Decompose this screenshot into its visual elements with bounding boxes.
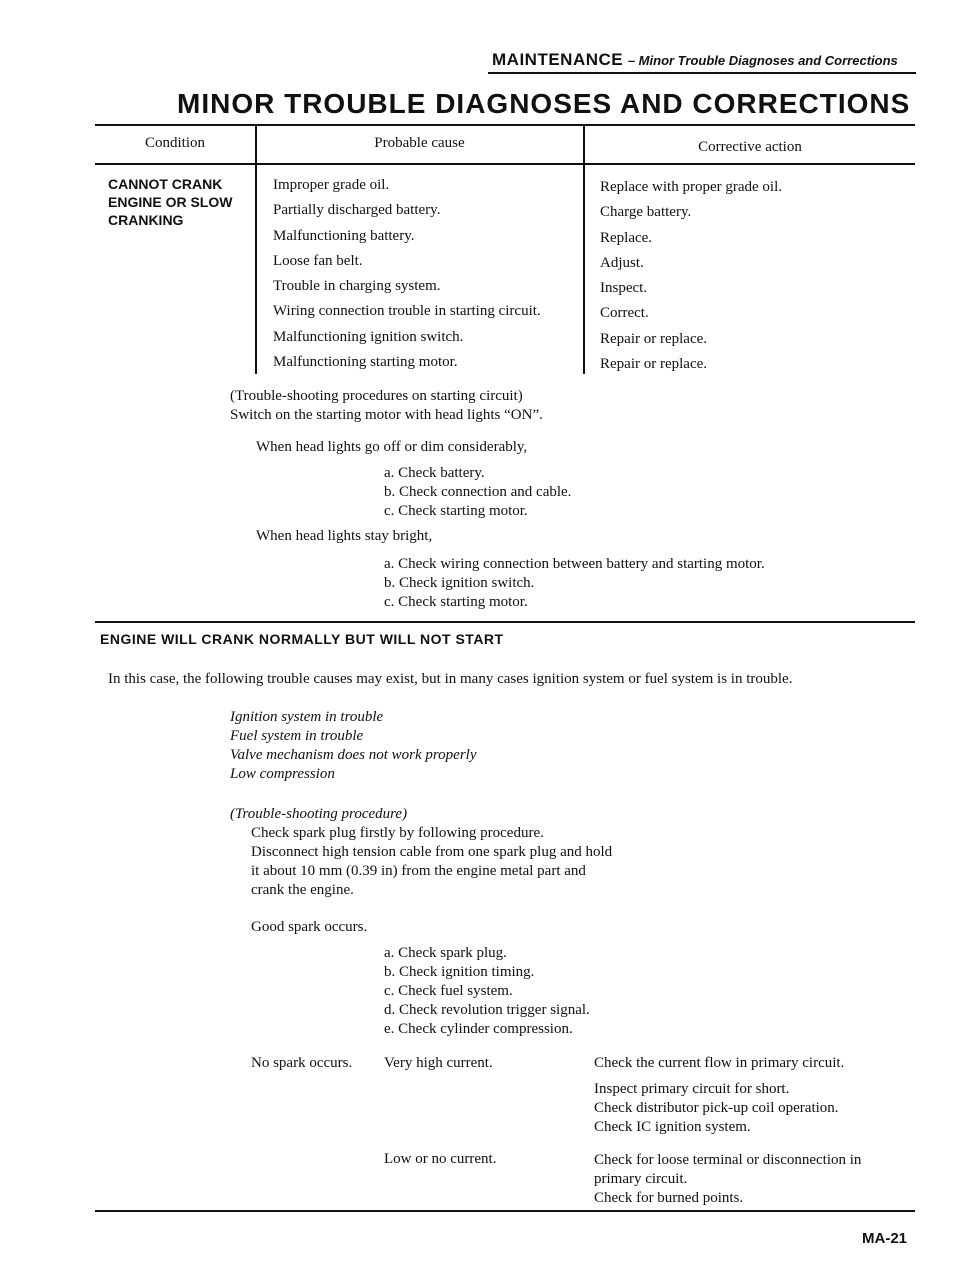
list-item: e. Check cylinder compression. <box>384 1021 573 1037</box>
list-item: primary circuit. <box>594 1171 688 1187</box>
list-item: c. Check starting motor. <box>384 503 528 519</box>
condition-line: ENGINE OR SLOW <box>108 194 233 210</box>
list-item: c. Check fuel system. <box>384 983 513 999</box>
procedure-title: (Trouble-shooting procedure) <box>230 806 408 822</box>
list-item: Check distributor pick-up coil operation. <box>594 1100 839 1116</box>
column-header-condition: Condition <box>144 135 205 151</box>
starting-intro-line: Switch on the starting motor with head lights “ON”. <box>230 407 543 423</box>
header-rule <box>488 72 916 74</box>
list-item: Trouble in charging system. <box>273 278 441 295</box>
list-item: Correct. <box>600 305 649 322</box>
section-heading: ENGINE WILL CRANK NORMALLY BUT WILL NOT START <box>100 631 504 647</box>
condition-line: CANNOT CRANK <box>108 176 223 192</box>
page-title: MINOR TROUBLE DIAGNOSES AND CORRECTIONS <box>177 88 911 119</box>
dim-lights-label: When head lights go off or dim considerably, <box>256 439 528 455</box>
list-item: a. Check spark plug. <box>384 945 507 961</box>
very-high-current-label: Very high current. <box>384 1055 493 1071</box>
starting-intro <box>230 387 543 425</box>
section-rule <box>95 621 915 623</box>
trouble-cause-list <box>230 708 476 784</box>
column-header-corrective-action: Corrective action <box>698 139 802 155</box>
list-item: Wiring connection trouble in starting circuit. <box>273 303 541 320</box>
list-item: Charge battery. <box>600 204 692 221</box>
low-current-actions <box>594 1151 861 1208</box>
good-spark-label: Good spark occurs. <box>251 919 368 935</box>
list-item: Low compression <box>230 766 335 782</box>
condition-line: CRANKING <box>108 212 184 228</box>
list-item: Fuel system in trouble <box>230 728 364 744</box>
list-item: Ignition system in trouble <box>230 709 384 725</box>
procedure-line: crank the engine. <box>251 882 354 898</box>
table-top-rule <box>95 124 915 126</box>
list-item: Check for burned points. <box>594 1190 744 1206</box>
list-item: Improper grade oil. <box>273 177 390 193</box>
header-section: MAINTENANCE <box>492 50 624 69</box>
list-item: Check for loose terminal or disconnection in <box>594 1152 862 1168</box>
list-item: Valve mechanism does not work properly <box>230 747 477 763</box>
list-item: a. Check battery. <box>384 465 485 481</box>
list-item: Repair or replace. <box>600 330 708 347</box>
list-item: Inspect primary circuit for short. <box>594 1081 790 1097</box>
condition-cell <box>108 175 232 229</box>
column-header-probable-cause: Probable cause <box>374 135 465 151</box>
dim-lights-steps <box>384 464 571 521</box>
list-item: Replace. <box>600 229 653 246</box>
list-item: Malfunctioning ignition switch. <box>273 328 464 345</box>
list-item: Loose fan belt. <box>273 252 363 269</box>
inspect-primary-list <box>594 1080 839 1137</box>
procedure-text <box>251 824 612 900</box>
list-item: d. Check revolution trigger signal. <box>384 1002 590 1018</box>
list-item: Replace with proper grade oil. <box>600 179 783 195</box>
very-high-current-action: Check the current flow in primary circuit. <box>594 1055 845 1071</box>
starting-intro-line: (Trouble-shooting procedures on starting circuit) <box>230 388 523 404</box>
corrective-action-list <box>600 175 782 377</box>
footer-rule <box>95 1210 915 1212</box>
list-item: b. Check ignition switch. <box>384 575 535 591</box>
bright-lights-label: When head lights stay bright, <box>256 528 433 544</box>
list-item: a. Check wiring connection between battery and starting motor. <box>384 556 765 572</box>
procedure-line: Disconnect high tension cable from one spark plug and hold <box>251 844 613 860</box>
list-item: c. Check starting motor. <box>384 594 528 610</box>
list-item: Inspect. <box>600 280 648 297</box>
section-intro: In this case, the following trouble causes may exist, but in many cases ignition system or fuel system is in trouble. <box>108 671 793 687</box>
list-item: Repair or replace. <box>600 356 708 373</box>
low-current-label: Low or no current. <box>384 1151 497 1167</box>
table-divider-2 <box>583 126 585 374</box>
page-number: MA-21 <box>862 1230 908 1247</box>
table-header-rule <box>95 163 915 165</box>
no-spark-label: No spark occurs. <box>251 1055 353 1071</box>
header-subtitle: – Minor Trouble Diagnoses and Corrections <box>627 53 898 68</box>
list-item: Check IC ignition system. <box>594 1119 751 1135</box>
bright-lights-steps <box>384 555 765 612</box>
list-item: b. Check ignition timing. <box>384 964 535 980</box>
list-item: Adjust. <box>600 254 644 271</box>
list-item: Malfunctioning battery. <box>273 227 415 244</box>
list-item: b. Check connection and cable. <box>384 484 572 500</box>
probable-cause-list <box>273 173 541 375</box>
list-item: Malfunctioning starting motor. <box>273 354 458 371</box>
list-item: Partially discharged battery. <box>273 202 441 219</box>
running-header <box>492 50 898 70</box>
procedure-line: Check spark plug firstly by following procedure. <box>251 825 544 841</box>
procedure-line: it about 10 mm (0.39 in) from the engine metal part and <box>251 863 586 879</box>
table-divider-1 <box>255 126 257 374</box>
good-spark-steps <box>384 944 590 1039</box>
